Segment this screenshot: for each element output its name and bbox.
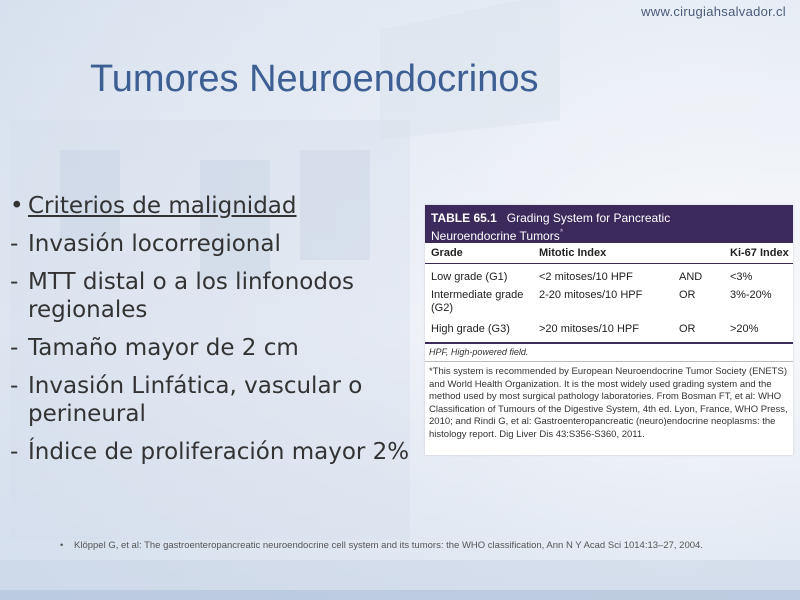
reference-text: Klöppel G, et al: The gastroenteropancreatic neuroendocrine cell system and its tumors: the WHO classification, Ann N Y Acad Sci 1014:13–27, 2004. (74, 540, 703, 551)
table-title-bar (425, 205, 793, 243)
reference-marker: • (60, 540, 64, 551)
reference-citation (60, 540, 760, 551)
cell-ki67-index: 3%-20% (730, 289, 772, 301)
bullet-item (10, 268, 430, 324)
cell-grade: High grade (G3) (431, 323, 510, 335)
table-header-row (425, 243, 793, 264)
bullet-marker: - (10, 335, 19, 361)
table-number: TABLE 65.1 (431, 211, 497, 225)
bullet-text: Invasión locorregional (28, 231, 281, 257)
cell-conjunction: AND (679, 271, 703, 283)
table-title-line2: Neuroendocrine Tumors (431, 229, 560, 243)
bullet-item (10, 192, 430, 220)
website-url: www.cirugiahsalvador.cl (641, 4, 786, 19)
bullet-list (10, 192, 430, 476)
header-ki67-index: Ki-67 Index (730, 247, 789, 259)
bullet-item (10, 230, 430, 258)
bullet-text: Criterios de malignidad (28, 193, 297, 219)
bullet-text: Tamaño mayor de 2 cm (28, 335, 299, 361)
bullet-item (10, 334, 430, 362)
bullet-marker: - (10, 439, 19, 465)
bullet-item (10, 438, 430, 466)
cell-mitotic-index: <2 mitoses/10 HPF (539, 271, 633, 283)
bullet-marker: • (10, 193, 24, 219)
grading-table (425, 243, 793, 344)
bullet-text: Invasión Linfática, vascular o perineural (28, 373, 363, 427)
cell-conjunction: OR (679, 289, 696, 301)
cell-ki67-index: <3% (730, 271, 753, 283)
cell-ki67-index: >20% (730, 323, 759, 335)
table-row (425, 318, 793, 342)
cell-grade: Low grade (G1) (431, 271, 508, 283)
bullet-text: Índice de proliferación mayor 2% (28, 439, 410, 465)
cell-mitotic-index: 2-20 mitoses/10 HPF (539, 289, 643, 301)
bullet-text: MTT distal o a los linfonodos regionales (28, 269, 355, 323)
table-row (425, 288, 793, 318)
header-grade: Grade (431, 247, 463, 259)
bullet-marker: - (10, 231, 19, 257)
table-title-line1: Grading System for Pancreatic (506, 211, 671, 225)
cell-grade: Intermediate grade (G2) (431, 289, 524, 314)
bullet-marker: - (10, 373, 19, 399)
cell-mitotic-index: >20 mitoses/10 HPF (539, 323, 639, 335)
slide-title: Tumores Neuroendocrinos (90, 58, 539, 100)
table-hpf-note: HPF, High-powered field. (429, 347, 529, 357)
cell-conjunction: OR (679, 323, 696, 335)
bullet-marker: - (10, 269, 19, 295)
grading-table-image (425, 205, 793, 455)
table-footnote: *This system is recommended by European Neuroendocrine Tumor Society (ENETS) and World Health Organization. It is the most widely used grading system and the method used by most surgical pathology laboratories. From Bosman FT, et al: WHO Classification of Tumours of the Digestive System, 4th ed. Lyon, France, WHO Press, 2010; and Rindi G, et al: Gastroenteropancreatic (neuro)endocrine neoplasms: the histology report. Dig Liver Dis 43:S356-S360, 2011. (425, 361, 793, 441)
bullet-item (10, 372, 430, 428)
table-title-mark: * (559, 227, 564, 237)
header-mitotic-index: Mitotic Index (539, 247, 607, 259)
table-row (425, 268, 793, 288)
